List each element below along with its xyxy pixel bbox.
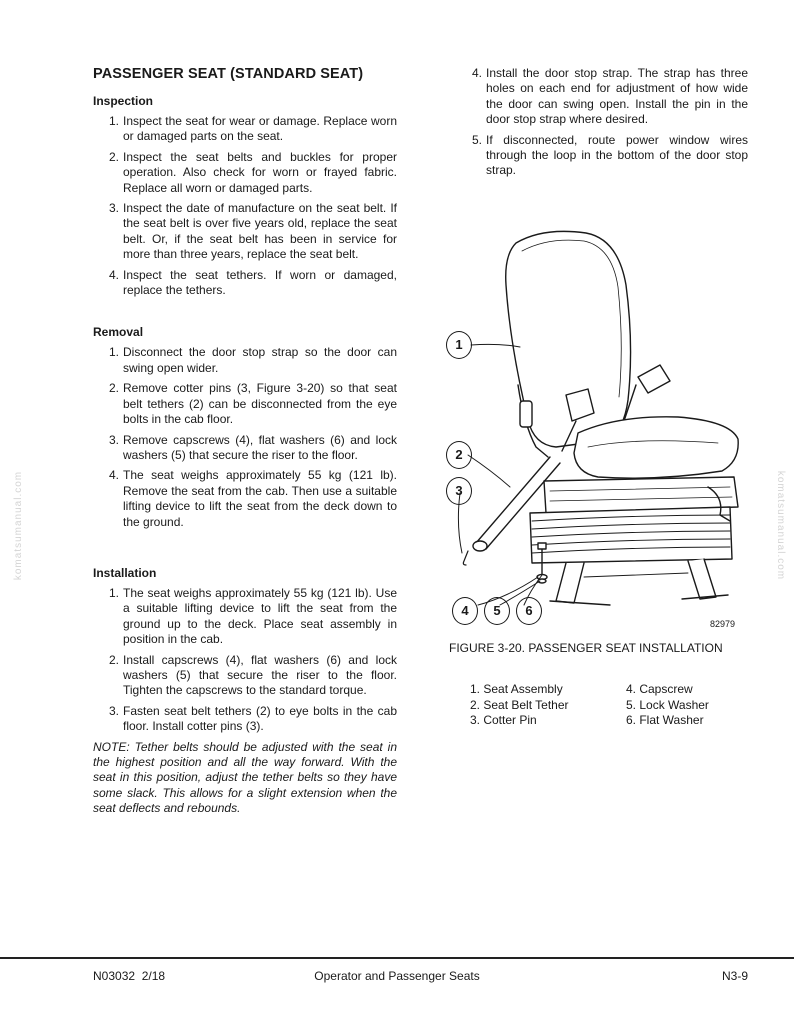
footer-divider	[0, 957, 794, 959]
installation-step: 2. Install capscrews (4), flat washers (6) and lock washers (5) that secure the riser to the floor. Tighten the capscrews to the standard torque.	[109, 652, 397, 698]
removal-step: 2. Remove cotter pins (3, Figure 3-20) so that seat belt tethers (2) can be disconnected from the eye bolts in the cab floor.	[109, 381, 397, 427]
page-title: PASSENGER SEAT (STANDARD SEAT)	[93, 66, 364, 82]
installation-step: 5. If disconnected, route power window wires through the loop in the bottom of the door stop strap.	[472, 132, 748, 178]
inspection-step: 3. Inspect the date of manufacture on the seat belt. If the seat belt is over five years old, replace the seat belt. Or, if the seat belt has been in service for more than three years, replace the seat belt.	[109, 201, 397, 262]
removal-step: 3. Remove capscrews (4), flat washers (6) and lock washers (5) that secure the riser to the floor.	[109, 432, 397, 462]
tether-note: NOTE: Tether belts should be adjusted with the seat in the highest position and all the way forward. With the seat in this position, adjust the tether belts so they have some slack. This allows for a slight extension when the seat deflects and rebounds.	[93, 739, 397, 816]
watermark-left: komatsumanual.com	[13, 470, 25, 581]
installation-step: 1. The seat weighs approximately 55 kg (121 lb). Use a suitable lifting device to lift the seat from the ground up to the deck. Place seat assembly in position in the cab.	[109, 585, 397, 647]
legend-item: 6. Flat Washer	[626, 713, 704, 728]
removal-step: 1. Disconnect the door stop strap so the door can swing open wider.	[109, 345, 397, 375]
inspection-step: 2. Inspect the seat belts and buckles for proper operation. Also check for worn or frayed fabric. Replace all worn or damaged parts.	[109, 149, 397, 195]
installation-step: 3. Fasten seat belt tethers (2) to eye bolts in the cab floor. Install cotter pins (3).	[109, 703, 397, 734]
right-column	[456, 66, 748, 184]
legend-item: 2. Seat Belt Tether	[470, 697, 569, 712]
callout-4: 4	[452, 597, 478, 625]
seat-installation-figure	[438, 225, 748, 635]
removal-heading: Removal	[93, 325, 144, 340]
inspection-steps	[93, 114, 397, 298]
figure-number: 82979	[710, 619, 736, 629]
callout-3: 3	[446, 477, 472, 505]
legend-item: 4. Capscrew	[626, 682, 693, 696]
callout-2: 2	[446, 441, 472, 469]
inspection-step: 1. Inspect the seat for wear or damage. Replace worn or damaged parts on the seat.	[109, 114, 397, 144]
installation-heading: Installation	[93, 565, 157, 580]
inspection-step: 4. Inspect the seat tethers. If worn or damaged, replace the tethers.	[109, 267, 397, 298]
left-column	[93, 66, 397, 817]
footer-page-number: N3-9	[721, 969, 748, 983]
watermark-right: komatsumanual.com	[775, 470, 787, 581]
figure-caption: FIGURE 3-20. PASSENGER SEAT INSTALLATION	[449, 641, 723, 655]
installation-step: 4. Install the door stop strap. The strap has three holes on each end for adjustment of how wide the door can swing open. Install the pin in the door stop strap where desired.	[472, 66, 748, 127]
legend-item: 1. Seat Assembly	[470, 682, 563, 696]
footer-section-title: Operator and Passenger Seats	[314, 969, 480, 983]
footer-doc-id: N03032 2/18	[93, 969, 166, 983]
seat-drawing	[438, 225, 748, 635]
legend-item: 5. Lock Washer	[626, 697, 709, 712]
installation-steps	[93, 586, 397, 735]
inspection-heading: Inspection	[93, 94, 154, 108]
removal-steps	[93, 345, 397, 529]
legend-item: 3. Cotter Pin	[470, 713, 537, 728]
callout-6: 6	[516, 597, 542, 625]
callout-5: 5	[484, 597, 510, 625]
removal-step: 4. The seat weighs approximately 55 kg (121 lb). Remove the seat from the cab. Then use a suitable lifting device to lift the seat from the deck down to the ground.	[109, 468, 397, 529]
callout-1: 1	[446, 331, 472, 359]
installation-steps-continued	[456, 66, 748, 179]
